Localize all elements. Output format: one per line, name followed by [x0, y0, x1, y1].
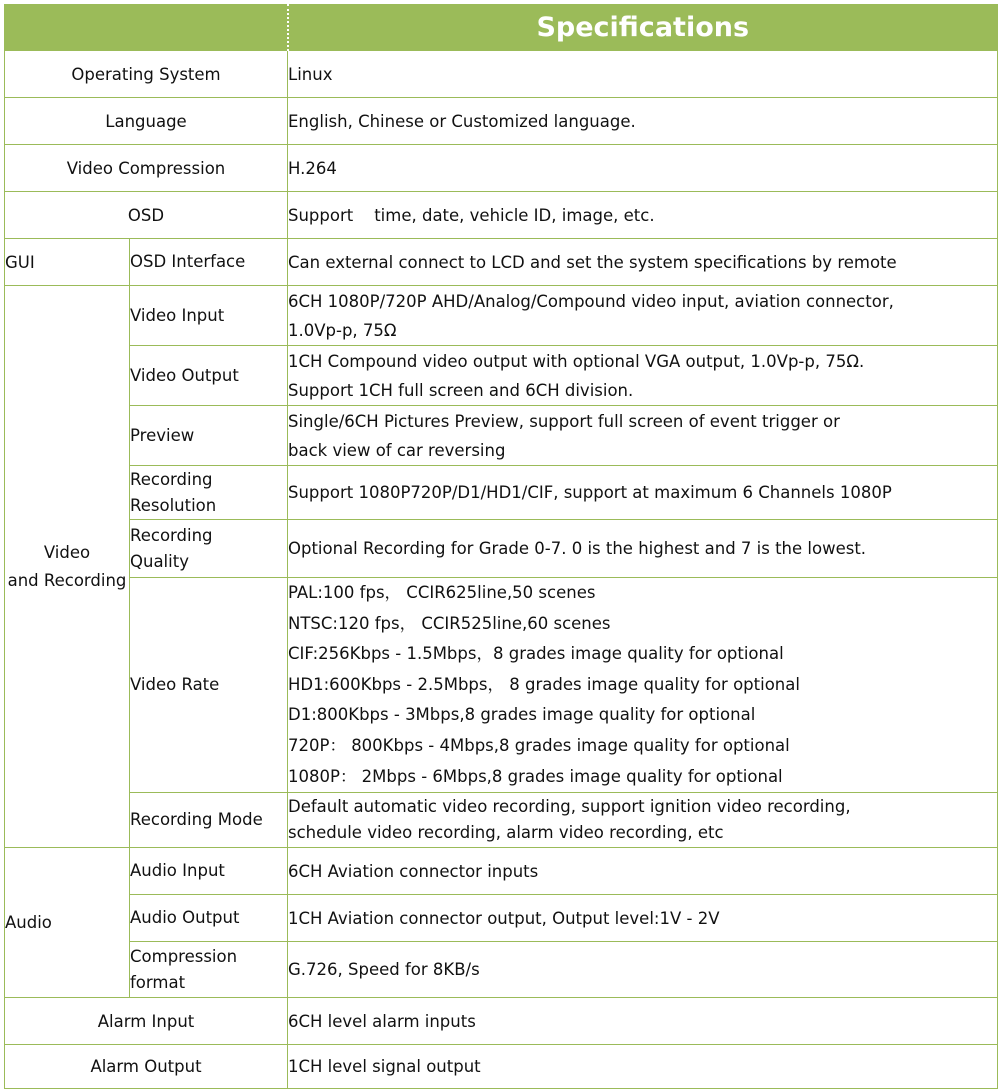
value-line: NTSC:120 fps， CCIR525line,60 scenes — [288, 613, 611, 633]
label-line: Quality — [130, 551, 189, 571]
row-value-osd: Support time, date, vehicle ID, image, etc. — [288, 192, 998, 239]
row-label-video-input: Video Input — [130, 286, 288, 346]
category-line: and Recording — [7, 570, 127, 590]
table-row — [5, 406, 998, 466]
row-label-preview: Preview — [130, 406, 288, 466]
table-row — [5, 848, 998, 895]
table-row — [5, 793, 998, 848]
row-value-recording-quality: Optional Recording for Grade 0-7. 0 is the highest and 7 is the lowest. — [288, 520, 998, 578]
row-value-alarm-output: 1CH level signal output — [288, 1045, 998, 1089]
category-line: Video — [43, 542, 91, 562]
row-value-video-output — [288, 346, 998, 406]
row-label-osd: OSD — [5, 192, 288, 239]
row-value-recording-mode — [288, 793, 998, 848]
row-label-recording-mode: Recording Mode — [130, 793, 288, 848]
row-value-compression-format: G.726, Speed for 8KB/s — [288, 942, 998, 998]
row-value-video-input — [288, 286, 998, 346]
value-line: 720P： 800Kbps - 4Mbps,8 grades image quality for optional — [288, 735, 790, 755]
value-line: PAL:100 fps， CCIR625line,50 scenes — [288, 583, 596, 602]
value-line: schedule video recording, alarm video recording, etc — [288, 823, 724, 843]
row-label-compression-format — [130, 942, 288, 998]
table-row — [5, 145, 998, 192]
table-row — [5, 192, 998, 239]
row-value-video-compression: H.264 — [288, 145, 998, 192]
row-label-alarm-output: Alarm Output — [5, 1045, 288, 1089]
value-line: 6CH 1080P/720P AHD/Analog/Compound video input, aviation connector, — [288, 291, 894, 311]
table-row — [5, 98, 998, 145]
table-row — [5, 895, 998, 942]
row-label-osd-interface: OSD Interface — [130, 239, 288, 286]
row-value-operating-system: Linux — [288, 51, 998, 98]
category-video-and-recording — [5, 286, 130, 848]
table-row — [5, 346, 998, 406]
specifications-table — [4, 4, 998, 1089]
label-line: Recording — [130, 525, 213, 545]
value-line: back view of car reversing — [288, 440, 506, 460]
row-label-language: Language — [5, 98, 288, 145]
value-line: 1CH Compound video output with optional VGA output, 1.0Vp-p, 75Ω. — [288, 351, 865, 371]
table-row — [5, 578, 998, 793]
table-title: Specifications — [288, 5, 998, 51]
row-value-alarm-input: 6CH level alarm inputs — [288, 998, 998, 1045]
table-row — [5, 239, 998, 286]
row-value-osd-interface: Can external connect to LCD and set the system specifications by remote — [288, 239, 998, 286]
value-line: CIF:256Kbps - 1.5Mbps，8 grades image quality for optional — [288, 644, 784, 664]
table-row — [5, 942, 998, 998]
row-value-video-rate — [288, 578, 998, 793]
value-line: 1080P： 2Mbps - 6Mbps,8 grades image quality for optional — [288, 766, 783, 786]
row-value-preview — [288, 406, 998, 466]
value-line: HD1:600Kbps - 2.5Mbps， 8 grades image quality for optional — [288, 674, 800, 694]
category-audio: Audio — [5, 848, 130, 998]
header-blank-cell — [5, 5, 288, 51]
table-row — [5, 466, 998, 520]
value-line: Single/6CH Pictures Preview, support full screen of event trigger or — [288, 411, 840, 431]
row-label-recording-resolution — [130, 466, 288, 520]
row-value-audio-output: 1CH Aviation connector output, Output level:1V - 2V — [288, 895, 998, 942]
row-label-audio-output: Audio Output — [130, 895, 288, 942]
label-line: Recording — [130, 469, 213, 489]
row-value-audio-input: 6CH Aviation connector inputs — [288, 848, 998, 895]
row-value-language: English, Chinese or Customized language. — [288, 98, 998, 145]
row-label-alarm-input: Alarm Input — [5, 998, 288, 1045]
table-row — [5, 51, 998, 98]
value-line: D1:800Kbps - 3Mbps,8 grades image quality for optional — [288, 705, 756, 725]
value-line: 1.0Vp-p, 75Ω — [288, 320, 397, 340]
row-label-video-output: Video Output — [130, 346, 288, 406]
row-label-recording-quality — [130, 520, 288, 578]
row-label-operating-system: Operating System — [5, 51, 288, 98]
table-row — [5, 520, 998, 578]
row-label-video-compression: Video Compression — [5, 145, 288, 192]
table-row — [5, 998, 998, 1045]
label-line: Resolution — [130, 495, 217, 515]
row-value-recording-resolution: Support 1080P720P/D1/HD1/CIF, support at maximum 6 Channels 1080P — [288, 466, 998, 520]
table-row — [5, 1045, 998, 1089]
row-label-video-rate: Video Rate — [130, 578, 288, 793]
value-line: Support 1CH full screen and 6CH division. — [288, 380, 634, 400]
table-row — [5, 286, 998, 346]
value-line: Default automatic video recording, support ignition video recording, — [288, 797, 851, 817]
row-label-audio-input: Audio Input — [130, 848, 288, 895]
label-line: Compression — [130, 946, 238, 966]
table-header-row — [5, 5, 998, 51]
label-line: format — [130, 972, 186, 992]
category-gui: GUI — [5, 239, 130, 286]
